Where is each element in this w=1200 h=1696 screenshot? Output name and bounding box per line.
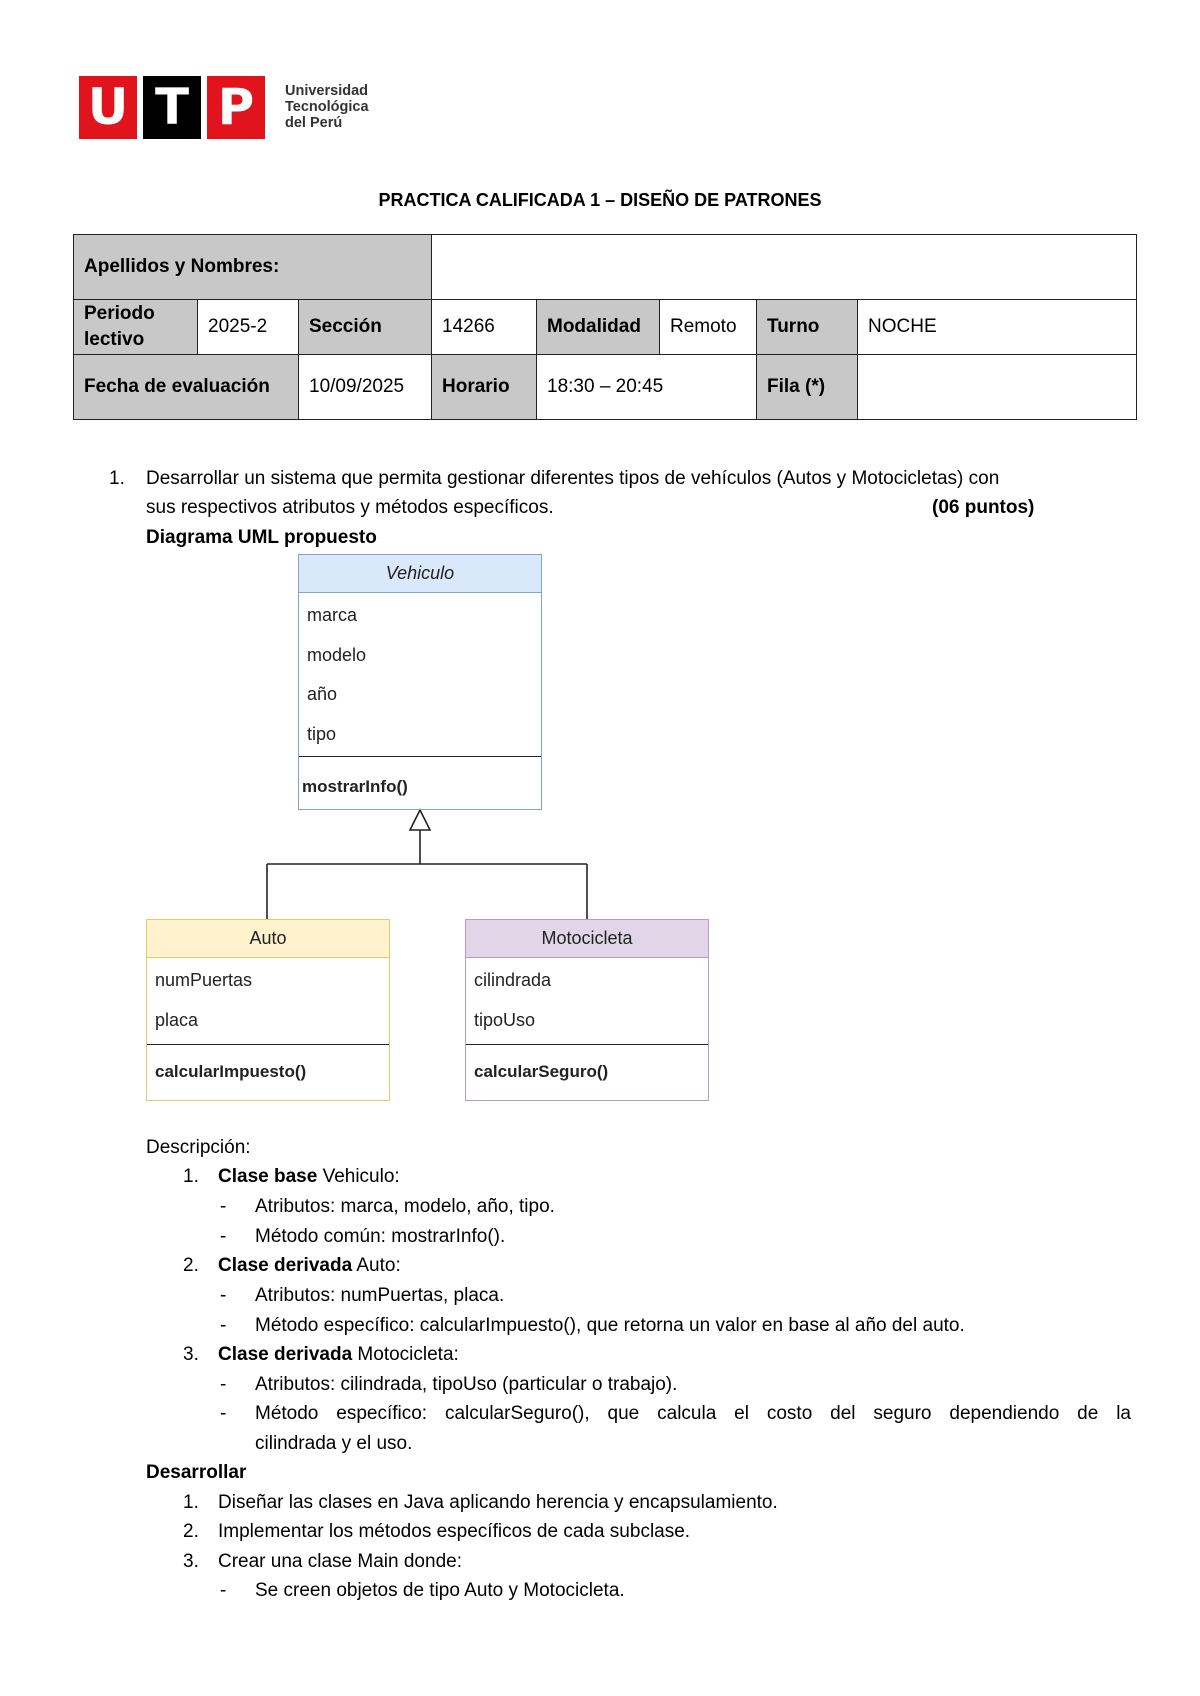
desc-item-2: Clase derivada Auto: [218,1255,401,1276]
attr-cilindrada: cilindrada [474,970,552,990]
row-label: Fila (*) [756,354,858,420]
class-motocicleta-name: Motocicleta [466,920,708,958]
desc-item-3-sub-2-cont: cilindrada y el uso. [255,1433,413,1454]
section-label: Sección [298,299,432,355]
desc-item-2-sub-2: Método específico: calcularImpuesto(), que retorna un valor en base al año del auto. [255,1315,965,1336]
attr-numpuertas: numPuertas [155,970,253,990]
date-label: Fecha de evaluación [73,354,299,420]
dash: - [220,1403,227,1424]
develop-heading: Desarrollar [146,1462,247,1483]
desc-item-3: Clase derivada Motocicleta: [218,1344,459,1365]
develop-item-1-number: 1. [183,1492,199,1513]
schedule-label: Horario [431,354,537,420]
attr-placa: placa [155,1010,199,1030]
dash: - [220,1196,227,1217]
date-value: 10/09/2025 [298,354,432,420]
shift-value: NOCHE [857,299,1137,355]
desc-item-2-number: 2. [183,1255,199,1276]
shift-label: Turno [756,299,858,355]
section-value: 14266 [431,299,537,355]
class-divider [299,756,541,757]
page-title: PRACTICA CALIFICADA 1 – DISEÑO DE PATRONES [378,190,822,210]
diagram-heading: Diagrama UML propuesto [146,527,377,548]
attr-modelo: modelo [307,645,367,665]
method-mostrarinfo: mostrarInfo() [302,777,408,796]
attr-marca: marca [307,605,358,625]
desc-item-1-sub-2: Método común: mostrarInfo(). [255,1226,506,1247]
class-divider [147,1044,389,1045]
class-vehiculo [298,554,542,810]
logo-letter-u: U [79,76,137,139]
class-auto [146,919,390,1101]
dash: - [220,1285,227,1306]
develop-item-2-number: 2. [183,1521,199,1542]
class-motocicleta [465,919,709,1101]
schedule-value: 18:30 – 20:45 [536,354,757,420]
question-number: 1. [109,468,125,489]
period-label: Periodo lectivo [73,299,198,355]
names-label: Apellidos y Nombres: [73,234,432,300]
dash: - [220,1315,227,1336]
desc-item-1: Clase base Vehiculo: [218,1166,400,1187]
modality-value: Remoto [659,299,757,355]
description-heading: Descripción: [146,1137,251,1158]
dash: - [220,1580,227,1601]
desc-item-3-number: 3. [183,1344,199,1365]
class-auto-name: Auto [147,920,389,958]
develop-item-3-number: 3. [183,1551,199,1572]
desc-item-1-sub-1: Atributos: marca, modelo, año, tipo. [255,1196,555,1217]
period-value: 2025-2 [197,299,299,355]
logo-university-name: Universidad Tecnológica del Perú [285,83,369,131]
develop-item-3: Crear una clase Main donde: [218,1551,462,1572]
desc-item-2-sub-1: Atributos: numPuertas, placa. [255,1285,505,1306]
logo-letter-t: T [143,76,201,139]
desc-item-3-sub-2: Método específico: calcularSeguro(), que calcula el costo del seguro dependiendo de la [255,1403,1131,1424]
method-calcularseguro: calcularSeguro() [474,1062,609,1081]
question-line-1: Desarrollar un sistema que permita gestionar diferentes tipos de vehículos (Autos y Motocicletas) con [146,468,1000,489]
develop-sub-item: Se creen objetos de tipo Auto y Motocicleta. [255,1580,625,1601]
desc-item-3-sub-1: Atributos: cilindrada, tipoUso (particular o trabajo). [255,1374,678,1395]
develop-item-1: Diseñar las clases en Java aplicando herencia y encapsulamiento. [218,1492,778,1513]
dash: - [220,1226,227,1247]
question-points: (06 puntos) [932,497,1035,518]
logo-letter-p: P [207,76,265,139]
attr-tipo: tipo [307,724,337,744]
method-calcularimpuesto: calcularImpuesto() [155,1062,307,1081]
class-divider [466,1044,708,1045]
desc-item-1-number: 1. [183,1166,199,1187]
develop-item-2: Implementar los métodos específicos de cada subclase. [218,1521,691,1542]
attr-tipouso: tipoUso [474,1010,536,1030]
class-vehiculo-name: Vehiculo [299,555,541,593]
dash: - [220,1374,227,1395]
modality-label: Modalidad [536,299,660,355]
question-line-2: sus respectivos atributos y métodos específicos. [146,497,554,518]
attr-anio: año [307,684,338,704]
